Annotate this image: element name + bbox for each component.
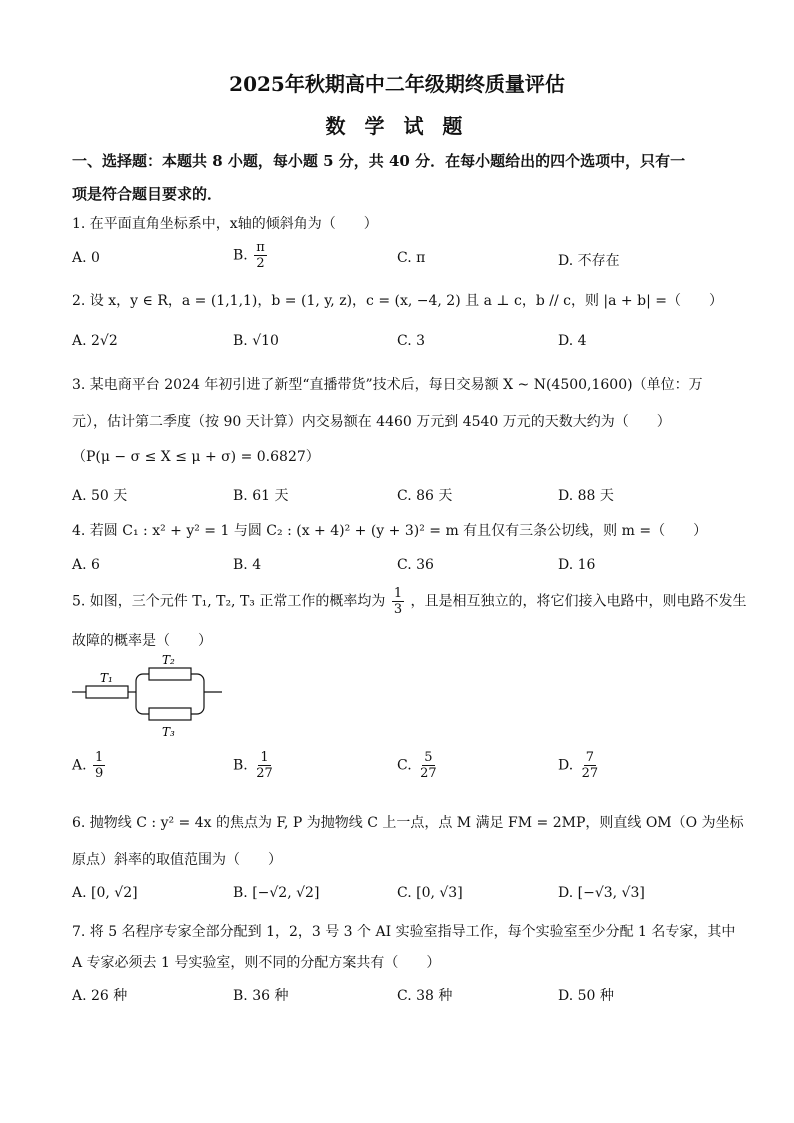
q4-option-c: C. 36 xyxy=(397,557,434,573)
q4-option-a: A. 6 xyxy=(72,557,100,573)
q5-option-a: A. $\frac{1}{9}$ xyxy=(72,750,104,781)
t2-resistor xyxy=(149,668,191,680)
q7-option-c: C. 38 种 xyxy=(397,988,453,1004)
q5-option-d: D. $\frac{7}{27}$ xyxy=(558,750,599,781)
q6-option-a: A. [0, √2] xyxy=(72,885,138,901)
exam-subtitle: 数 学 试 题 xyxy=(325,114,469,138)
q2-option-d: D. 4 xyxy=(558,333,587,349)
q6-option-b: B. [−√2, √2] xyxy=(233,885,320,901)
q5-option-b: B. $\frac{1}{27}$ xyxy=(233,750,273,781)
q4-option-d: D. 16 xyxy=(558,557,596,573)
q6-option-c: C. [0, √3] xyxy=(397,885,463,901)
section-heading-line1: 一、选择题：本题共 8 小题，每小题 5 分，共 40 分．在每小题给出的四个选项中，只有一 xyxy=(72,152,686,170)
q3-option-c: C. 86 天 xyxy=(397,488,453,504)
q3-option-a: A. 50 天 xyxy=(72,488,128,504)
section-heading-line2: 项是符合题目要求的． xyxy=(72,185,223,203)
q1-option-d: D. 不存在 xyxy=(558,253,620,269)
exam-title: 2025年秋期高中二年级期终质量评估 xyxy=(229,72,565,96)
q5-stem-line1: 5. 如图，三个元件 T₁, T₂, T₃ 正常工作的概率均为 $\frac{1}{3}$ ，且是相互独立的，将它们接入电路中，则电路不发生 xyxy=(72,586,747,617)
q7-option-d: D. 50 种 xyxy=(558,988,614,1004)
q1-option-b-fraction: $\frac{\pi}{2}$ xyxy=(256,240,265,271)
q7-stem-line1: 7. 将 5 名程序专家全部分配到 1，2，3 号 3 个 AI 实验室指导工作，每个实验室至少分配 1 名专家，其中 xyxy=(72,924,736,940)
q1-stem: 1. 在平面直角坐标系中，x轴的倾斜角为（ ） xyxy=(72,216,378,232)
q6-stem-line1: 6. 抛物线 C : y² = 4x 的焦点为 F, P 为抛物线 C 上一点，点 M 满足 FM = 2MP，则直线 OM（O 为坐标 xyxy=(72,815,744,831)
q3-stem-line3: （P(μ − σ ≤ X ≤ μ + σ) = 0.6827） xyxy=(72,449,320,465)
q2-option-a: A. 2√2 xyxy=(72,333,118,349)
q3-stem-line2: 元），估计第二季度（按 90 天计算）内交易额在 4460 万元到 4540 万元的天数大约为（ ） xyxy=(72,414,671,430)
t3-label: T₃ xyxy=(162,725,175,739)
q3-stem-line1: 3. 某电商平台 2024 年初引进了新型“直播带货”技术后，每日交易额 X ~ N(4500,1600)（单位：万 xyxy=(72,377,703,393)
q1-option-b: B. $\frac{\pi}{2}$ xyxy=(233,240,265,271)
t1-resistor xyxy=(86,686,128,698)
t2-label: T₂ xyxy=(162,653,175,667)
q6-stem-line2: 原点）斜率的取值范围为（ ） xyxy=(72,852,282,868)
circuit-diagram xyxy=(72,652,232,742)
q5-option-c: C. $\frac{5}{27}$ xyxy=(397,750,437,781)
q7-option-b: B. 36 种 xyxy=(233,988,289,1004)
q7-option-a: A. 26 种 xyxy=(72,988,128,1004)
q4-option-b: B. 4 xyxy=(233,557,262,573)
q6-option-d: D. [−√3, √3] xyxy=(558,885,645,901)
q1-option-a: A. 0 xyxy=(72,250,100,266)
q2-option-b: B. √10 xyxy=(233,333,279,349)
q5-stem-line2: 故障的概率是（ ） xyxy=(72,633,212,649)
q2-option-c: C. 3 xyxy=(397,333,426,349)
section-heading xyxy=(72,145,722,211)
q4-stem: 4. 若圆 C₁ : x² + y² = 1 与圆 C₂ : (x + 4)² + (y + 3)² = m 有且仅有三条公切线，则 m =（ ） xyxy=(72,523,708,539)
q1-option-c: C. π xyxy=(397,250,426,266)
t1-label: T₁ xyxy=(100,671,113,685)
t3-resistor xyxy=(149,708,191,720)
q3-option-b: B. 61 天 xyxy=(233,488,289,504)
q5-stem-fraction: $\frac{1}{3}$ xyxy=(393,586,403,617)
q2-stem: 2. 设 x，y ∈ R，a = (1,1,1)，b = (1, y, z)，c = (x, −4, 2) 且 a ⊥ c，b // c，则 |a + b| =（ ） xyxy=(72,293,723,309)
q7-stem-line2: A 专家必须去 1 号实验室，则不同的分配方案共有（ ） xyxy=(72,955,441,971)
q3-option-d: D. 88 天 xyxy=(558,488,614,504)
